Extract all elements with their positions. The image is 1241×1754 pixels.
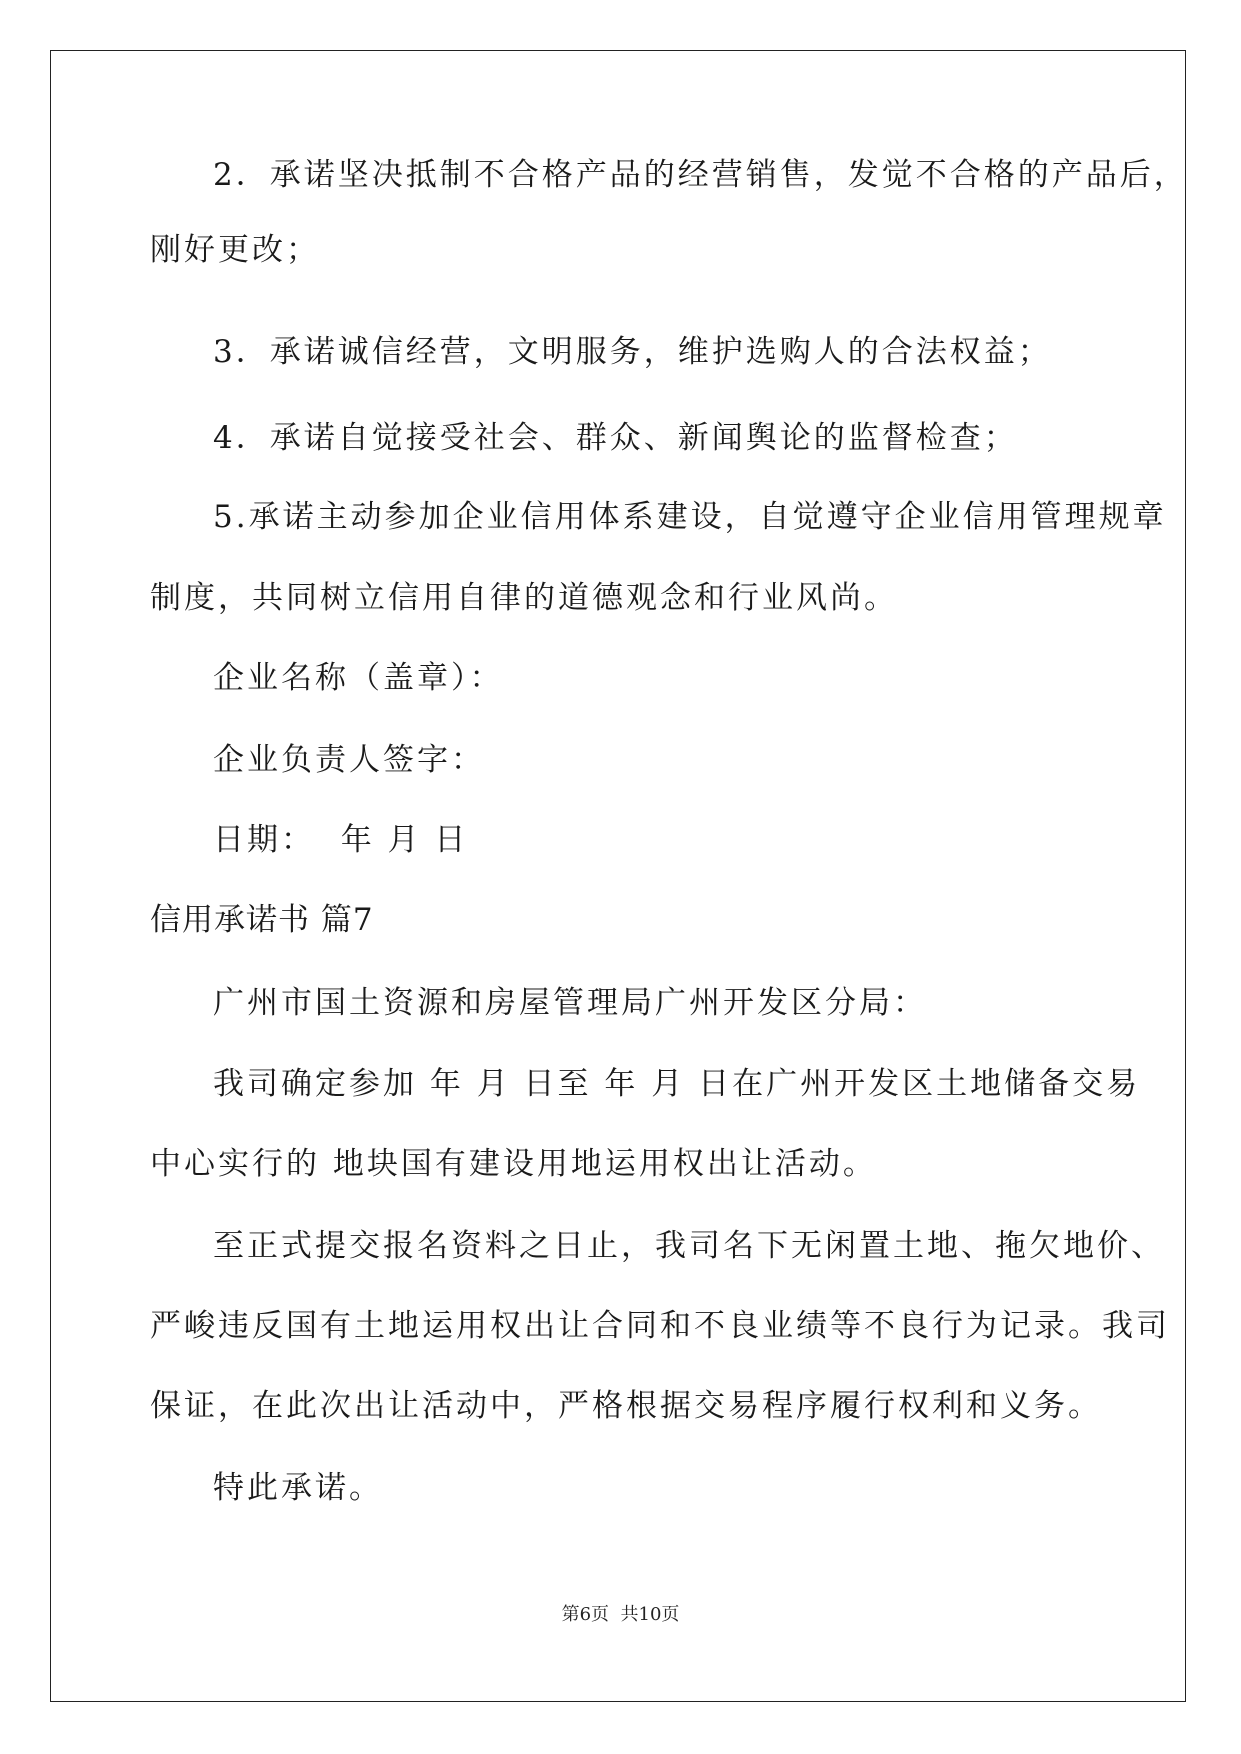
- paragraph-line: 4．承诺自觉接受社会、群众、新闻舆论的监督检查；: [213, 420, 1018, 456]
- paragraph-line: 制度，共同树立信用自律的道德观念和行业风尚。: [150, 580, 898, 616]
- paragraph-line: 2．承诺坚决抵制不合格产品的经营销售，发觉不合格的产品后，: [213, 157, 1188, 193]
- date-field: 日期： 年 月 日: [213, 822, 469, 858]
- paragraph-line: 3．承诺诚信经营，文明服务，维护选购人的合法权益；: [213, 334, 1052, 370]
- paragraph-line: 中心实行的 地块国有建设用地运用权出让活动。: [150, 1146, 877, 1182]
- company-name-field: 企业名称（盖章）：: [213, 660, 504, 696]
- page-border: [50, 50, 1186, 1702]
- addressee: 广州市国土资源和房屋管理局广州开发区分局：: [213, 985, 927, 1021]
- closing-statement: 特此承诺。: [213, 1470, 383, 1506]
- paragraph-line: 保证，在此次出让活动中，严格根据交易程序履行权利和义务。: [150, 1388, 1102, 1424]
- section-heading: 信用承诺书 篇7: [150, 902, 374, 938]
- page-number-footer: 第6页 共10页: [561, 1604, 680, 1625]
- paragraph-line: 严峻违反国有土地运用权出让合同和不良业绩等不良行为记录。我司: [150, 1308, 1170, 1344]
- paragraph-line: 5.承诺主动参加企业信用体系建设，自觉遵守企业信用管理规章: [213, 499, 1167, 535]
- paragraph-line: 我司确定参加 年 月 日至 年 月 日在广州开发区土地储备交易: [213, 1066, 1141, 1102]
- paragraph-line: 刚好更改；: [150, 232, 320, 268]
- paragraph-line: 至正式提交报名资料之日止，我司名下无闲置土地、拖欠地价、: [213, 1228, 1165, 1264]
- signature-field: 企业负责人签字：: [213, 742, 485, 778]
